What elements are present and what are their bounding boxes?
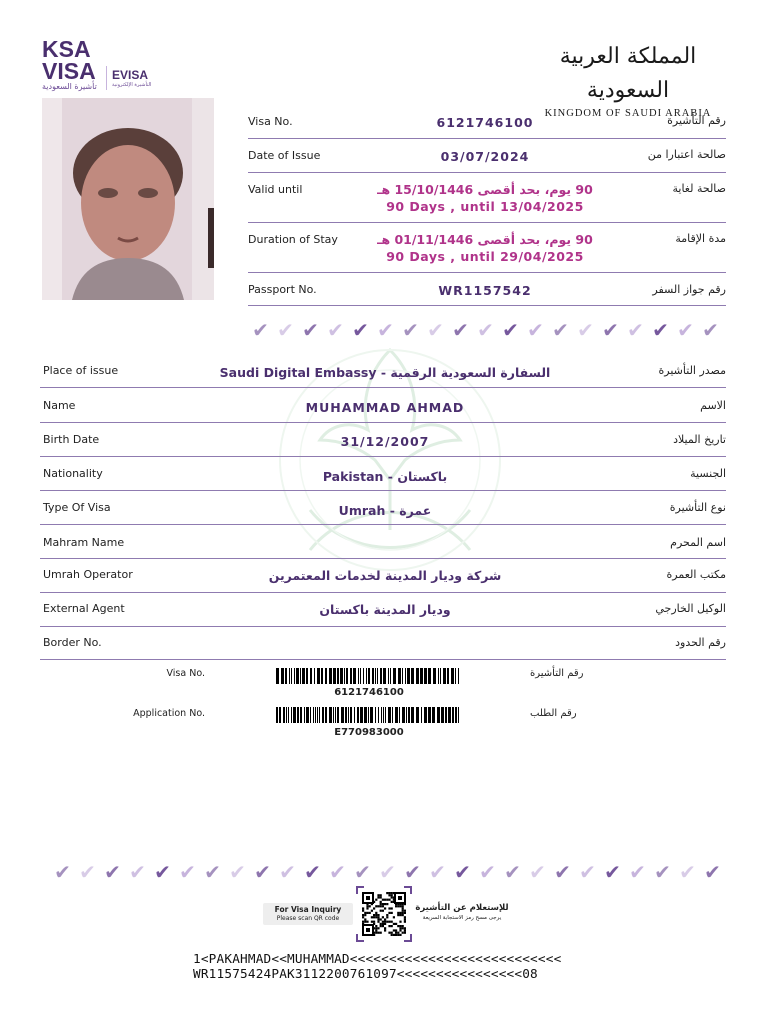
divider [40,387,726,388]
application-barcode [276,707,462,725]
inquiry-en-box [263,903,353,925]
duration-of-stay-hijri: 90 يوم، بحد أقصى 01/11/1446 هـ [377,232,593,247]
divider [40,456,726,457]
check-mark-icon: ✔ [204,860,221,884]
check-mark-icon: ✔ [304,860,321,884]
check-mark-icon: ✔ [377,318,394,342]
mrz-line-1: 1<PAKAHMAD<<MUHAMMAD<<<<<<<<<<<<<<<<<<<<<<<<<<< [193,951,562,966]
border-no-label: Border No. [43,636,102,649]
inquiry-en-line2: Please scan QR code [276,915,340,922]
nationality-label-ar: الجنسية [690,467,726,480]
ksa-visa-logo-arabic: تأشيرة السعودية [42,82,97,91]
umrah-operator-value: شركة وديار المدينة لخدمات المعتمرين [268,568,502,583]
type-of-visa-label: Type Of Visa [43,501,111,514]
check-mark-icon: ✔ [654,860,671,884]
visa-barcode [276,668,462,686]
external-agent-label-ar: الوكيل الخارجي [655,602,726,615]
check-mark-icon: ✔ [129,860,146,884]
check-mark-icon: ✔ [552,318,569,342]
logo-divider [106,66,107,90]
kingdom-title-english: KINGDOM OF SAUDI ARABIA [544,108,712,119]
mahram-name-label: Mahram Name [43,536,125,549]
divider [40,490,726,491]
birth-date-label: Birth Date [43,433,100,446]
check-mark-icon: ✔ [329,860,346,884]
external-agent-label: External Agent [43,602,125,615]
check-mark-icon: ✔ [529,860,546,884]
barcode-application-label: Application No. [133,708,205,719]
inquiry-ar-box [414,903,510,925]
divider [40,422,726,423]
check-mark-icon: ✔ [104,860,121,884]
check-mark-icon: ✔ [154,860,171,884]
check-mark-icon: ✔ [454,860,471,884]
divider [248,172,726,173]
name-label: Name [43,399,76,412]
divider [248,305,726,306]
divider [40,592,726,593]
check-mark-icon: ✔ [252,318,269,342]
date-of-issue-value: 03/07/2024 [440,149,530,164]
check-mark-icon: ✔ [679,860,696,884]
check-mark-icon: ✔ [402,318,419,342]
type-of-visa-value: Umrah - عمرة [338,503,432,518]
umrah-operator-label-ar: مكتب العمرة [666,568,726,581]
mahram-name-label-ar: اسم المحرم [670,536,726,549]
check-mark-icon: ✔ [254,860,271,884]
barcode-visa-value: 6121746100 [334,687,404,698]
valid-until-gregorian: 90 Days , until 13/04/2025 [386,199,584,214]
duration-of-stay-label-ar: مدة الإقامة [675,232,726,245]
check-mark-icon: ✔ [704,860,721,884]
duration-of-stay-label: Duration of Stay [248,233,338,246]
evisa-logo [112,68,151,88]
check-mark-icon: ✔ [504,860,521,884]
mrz-line-2: WR11575424PAK3112200761097<<<<<<<<<<<<<<<<08 [193,966,538,981]
inquiry-ar-line1: للإستعلام عن التأشيرة [415,903,509,913]
visa-no-label: Visa No. [248,115,293,128]
check-mark-icon: ✔ [527,318,544,342]
check-mark-icon: ✔ [502,318,519,342]
visa-no-label-ar: رقم التأشيرة [667,114,726,127]
umrah-operator-label: Umrah Operator [43,568,133,581]
check-mark-icon: ✔ [652,318,669,342]
birth-date-label-ar: تاريخ الميلاد [673,433,726,446]
barcode-application-label-ar: رقم الطلب [530,708,577,719]
barcode-visa-label: Visa No. [166,668,205,679]
person-photo-placeholder [42,98,214,300]
check-pattern-top [248,320,728,344]
ksa-visa-logo-line2: VISA [42,58,96,84]
check-mark-icon: ✔ [327,318,344,342]
valid-until-label: Valid until [248,183,303,196]
qr-code-icon[interactable] [356,886,412,942]
check-mark-icon: ✔ [452,318,469,342]
check-mark-icon: ✔ [279,860,296,884]
divider [248,222,726,223]
divider [248,272,726,273]
check-mark-icon: ✔ [229,860,246,884]
check-mark-icon: ✔ [277,318,294,342]
check-mark-icon: ✔ [379,860,396,884]
check-mark-icon: ✔ [54,860,71,884]
check-mark-icon: ✔ [579,860,596,884]
kingdom-title [528,40,728,119]
kingdom-title-arabic: المملكة العربية السعودية [559,44,697,103]
check-mark-icon: ✔ [477,318,494,342]
date-of-issue-label-ar: صالحة اعتبارا من [647,148,726,161]
check-mark-icon: ✔ [629,860,646,884]
duration-of-stay-gregorian: 90 Days , until 29/04/2025 [386,249,584,264]
ksa-visa-logo [42,38,104,91]
place-of-issue-label: Place of issue [43,364,119,377]
check-mark-icon: ✔ [427,318,444,342]
check-mark-icon: ✔ [479,860,496,884]
check-mark-icon: ✔ [302,318,319,342]
check-mark-icon: ✔ [554,860,571,884]
passport-no-label-ar: رقم جواز السفر [652,283,726,296]
check-mark-icon: ✔ [429,860,446,884]
visa-no-value: 6121746100 [436,115,534,130]
date-of-issue-label: Date of Issue [248,149,321,162]
divider [40,626,726,627]
divider [248,138,726,139]
check-mark-icon: ✔ [627,318,644,342]
check-mark-icon: ✔ [404,860,421,884]
holder-photo [42,98,214,300]
valid-until-hijri: 90 يوم، بحد أقصى 15/10/1446 هـ [377,182,593,197]
evisa-logo-text: EVISA [112,68,149,82]
valid-until-label-ar: صالحة لغاية [672,182,726,195]
passport-no-value: WR1157542 [438,283,532,298]
check-mark-icon: ✔ [604,860,621,884]
nationality-value: Pakistan - باكستان [322,469,448,484]
check-mark-icon: ✔ [602,318,619,342]
nationality-label: Nationality [43,467,103,480]
place-of-issue-label-ar: مصدر التأشيرة [658,364,726,377]
name-value: MUHAMMAD AHMAD [305,400,465,415]
divider [40,659,726,660]
check-mark-icon: ✔ [577,318,594,342]
check-mark-icon: ✔ [354,860,371,884]
check-mark-icon: ✔ [702,318,719,342]
type-of-visa-label-ar: نوع التأشيرة [669,501,726,514]
ksa-visa-logo-line1: KSA [42,36,91,62]
name-label-ar: الاسم [700,399,726,412]
barcode-visa-label-ar: رقم التأشيرة [530,668,584,679]
check-mark-icon: ✔ [79,860,96,884]
external-agent-value: وديار المدينة باكستان [319,602,451,617]
passport-no-label: Passport No. [248,283,317,296]
place-of-issue-value: Saudi Digital Embassy - السفارة السعودية الرقمية [219,365,551,380]
check-mark-icon: ✔ [677,318,694,342]
check-mark-icon: ✔ [352,318,369,342]
barcode-application-value: E770983000 [334,727,404,738]
birth-date-value: 31/12/2007 [340,434,430,449]
check-mark-icon: ✔ [179,860,196,884]
inquiry-ar-line2: يرجى مسح رمز الاستجابة السريعة [422,915,502,921]
check-pattern-bottom [50,862,730,886]
divider [40,524,726,525]
border-no-label-ar: رقم الحدود [675,636,726,649]
evisa-logo-arabic: التأشيرة الإلكترونية [112,82,152,88]
divider [40,558,726,559]
inquiry-en-line1: For Visa Inquiry [274,905,342,914]
